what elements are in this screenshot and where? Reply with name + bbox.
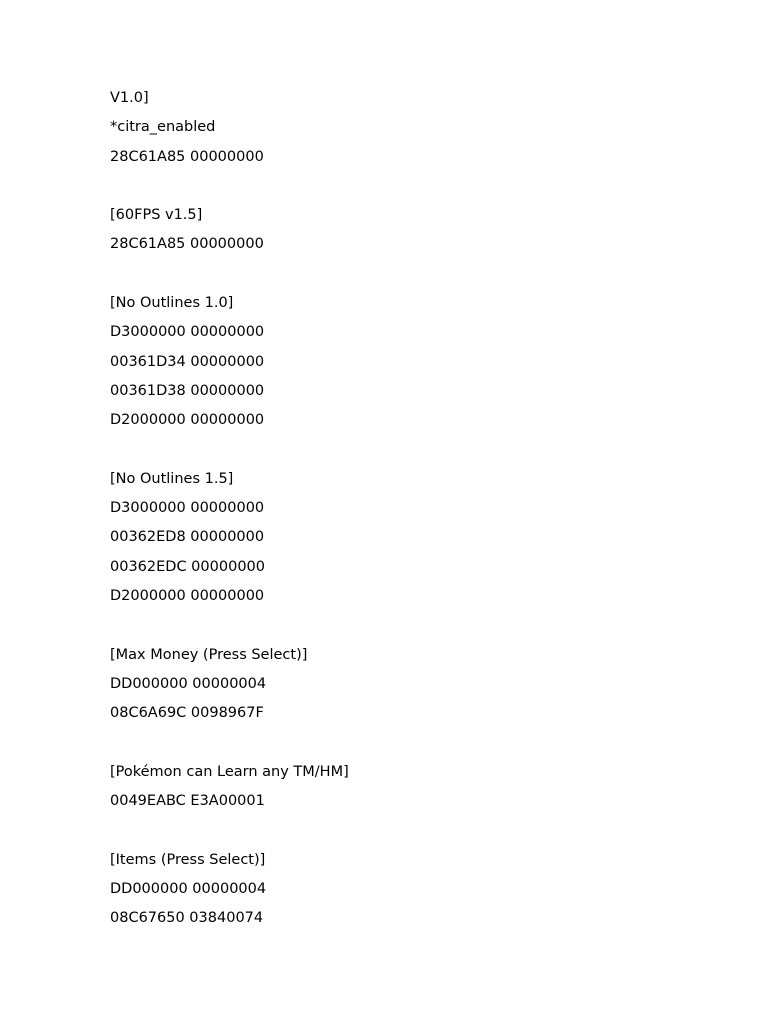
blank-line [110, 260, 730, 289]
text-line: D2000000 00000000 [110, 412, 265, 429]
text-line: D3000000 00000000 [110, 324, 265, 341]
blank-line [110, 729, 730, 758]
text-line: 0049EABC E3A00001 [110, 793, 265, 810]
text-line: DD000000 00000004 [110, 675, 267, 692]
text-line: 00362EDC 00000000 [110, 558, 265, 575]
document-page [110, 84, 730, 934]
text-line: 28C61A85 00000000 [110, 236, 264, 253]
blank-line [110, 611, 730, 640]
text-line: 00361D38 00000000 [110, 382, 265, 399]
text-line: D2000000 00000000 [110, 588, 265, 605]
text-line: V1.0] [110, 90, 149, 106]
blank-line [110, 172, 730, 201]
text-line: DD000000 00000004 [110, 881, 267, 898]
text-line: 00362ED8 00000000 [110, 529, 265, 546]
cheat-header: [60FPS v1.5] [110, 207, 203, 224]
cheat-header: [No Outlines 1.5] [110, 470, 234, 487]
text-line: 28C61A85 00000000 [110, 148, 264, 165]
cheat-header: [Pokémon can Learn any TM/HM] [110, 763, 349, 780]
blank-line [110, 436, 730, 465]
text-line: 08C6A69C 0098967F [110, 705, 264, 722]
text-line: 00361D34 00000000 [110, 353, 265, 370]
blank-line [110, 816, 730, 845]
cheat-header: [No Outlines 1.0] [110, 295, 234, 312]
text-line: 08C67650 03840074 [110, 910, 264, 927]
cheat-header: [Max Money (Press Select)] [110, 646, 308, 663]
text-line: D3000000 00000000 [110, 500, 265, 517]
text-line: *citra_enabled [110, 119, 216, 136]
cheat-header: [Items (Press Select)] [110, 851, 266, 868]
